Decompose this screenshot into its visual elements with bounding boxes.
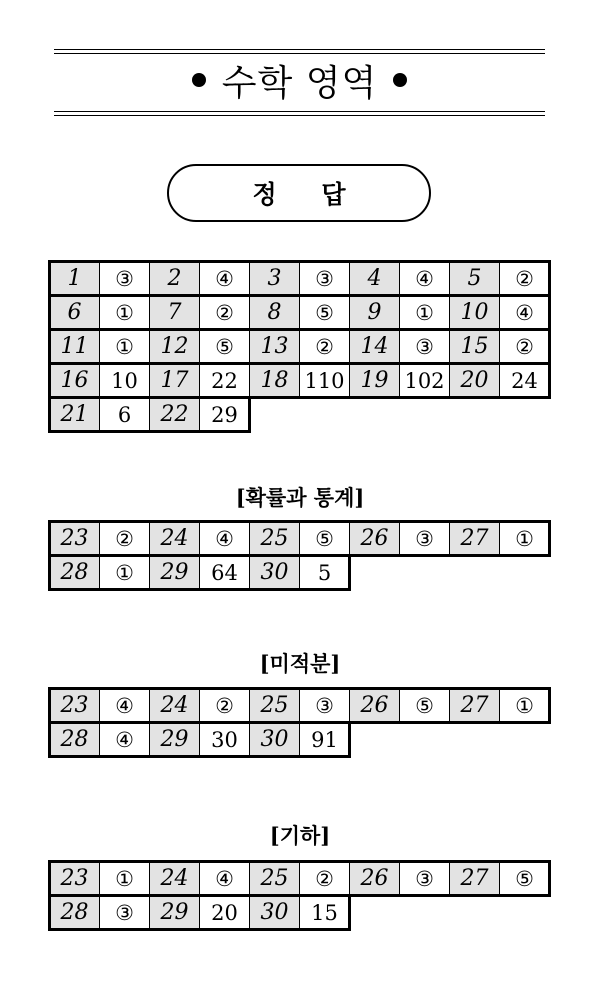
question-number: 23 [49,521,99,555]
answer-row [49,261,549,295]
answer-value: 102 [399,363,449,397]
question-number: 20 [449,363,499,397]
question-number: 28 [49,555,99,589]
answer-value: 64 [199,555,249,589]
answer-value: 110 [299,363,349,397]
question-number: 8 [249,295,299,329]
answer-value: ② [99,521,149,555]
probability-answer-grid [49,521,549,589]
question-number: 27 [449,521,499,555]
answer-value: ⑤ [299,295,349,329]
question-number: 17 [149,363,199,397]
answer-value: ② [499,329,549,363]
question-number: 27 [449,688,499,722]
answer-value: ③ [299,261,349,295]
question-number: 9 [349,295,399,329]
question-number: 5 [449,261,499,295]
answer-value: ④ [199,861,249,895]
answer-value: ① [99,861,149,895]
bottom-rule-inner [54,115,545,116]
common-answer-grid [49,261,549,431]
answer-row [49,555,549,589]
answer-value: 5 [299,555,349,589]
answer-row [49,295,549,329]
bottom-rule [54,111,545,112]
question-number: 26 [349,861,399,895]
answer-row [49,895,549,929]
question-number: 24 [149,688,199,722]
question-number: 29 [149,895,199,929]
question-number: 30 [249,722,299,756]
question-number: 26 [349,521,399,555]
calculus-answer-grid [49,688,549,756]
answer-value: 6 [99,397,149,431]
answer-value: ④ [99,722,149,756]
question-number: 18 [249,363,299,397]
question-number: 15 [449,329,499,363]
question-number: 24 [149,521,199,555]
question-number: 30 [249,555,299,589]
answer-value: ③ [399,521,449,555]
answer-value: 10 [99,363,149,397]
answer-row [49,363,549,397]
answer-row [49,722,549,756]
answer-value: ① [499,521,549,555]
question-number: 25 [249,521,299,555]
answer-value: ⑤ [399,688,449,722]
answer-value: 20 [199,895,249,929]
answer-value: 24 [499,363,549,397]
question-number: 24 [149,861,199,895]
question-number: 22 [149,397,199,431]
section-label-calculus: [미적분] [259,651,341,676]
answer-badge: 정 답 [167,164,431,222]
answer-value: ⑤ [299,521,349,555]
question-number: 16 [49,363,99,397]
answer-value: ② [299,861,349,895]
answer-value: ③ [399,861,449,895]
question-number: 26 [349,688,399,722]
question-number: 30 [249,895,299,929]
answer-row [49,397,549,431]
answer-value: ③ [99,261,149,295]
answer-value: ④ [399,261,449,295]
section-label-geometry: [기하] [269,823,331,848]
answer-value: ③ [299,688,349,722]
answer-value: ② [199,295,249,329]
answer-value: ① [99,329,149,363]
answer-value: 29 [199,397,249,431]
answer-value: 15 [299,895,349,929]
section-label-probability: [확률과 통계] [235,485,365,510]
answer-value: 22 [199,363,249,397]
answer-value: ④ [199,521,249,555]
question-number: 28 [49,895,99,929]
answer-value: ① [399,295,449,329]
question-number: 2 [149,261,199,295]
question-number: 4 [349,261,399,295]
question-number: 29 [149,722,199,756]
bullet-icon [393,73,407,87]
answer-value: 91 [299,722,349,756]
question-number: 21 [49,397,99,431]
top-rule [54,49,545,50]
question-number: 19 [349,363,399,397]
question-number: 23 [49,688,99,722]
question-number: 13 [249,329,299,363]
answer-value: ② [299,329,349,363]
answer-row [49,861,549,895]
question-number: 29 [149,555,199,589]
question-number: 6 [49,295,99,329]
answer-value: ② [199,688,249,722]
question-number: 7 [149,295,199,329]
answer-row [49,521,549,555]
question-number: 11 [49,329,99,363]
question-number: 14 [349,329,399,363]
question-number: 28 [49,722,99,756]
question-number: 25 [249,861,299,895]
title-text: 수학 영역 [221,62,378,104]
answer-value: ④ [199,261,249,295]
page-title [54,52,545,108]
question-number: 12 [149,329,199,363]
question-number: 25 [249,688,299,722]
answer-value: ② [499,261,549,295]
question-number: 23 [49,861,99,895]
answer-row [49,329,549,363]
question-number: 3 [249,261,299,295]
answer-value: ⑤ [199,329,249,363]
answer-value: ④ [99,688,149,722]
answer-value: ③ [99,895,149,929]
question-number: 27 [449,861,499,895]
question-number: 10 [449,295,499,329]
bullet-icon [192,73,206,87]
answer-value: ① [99,295,149,329]
geometry-answer-grid [49,861,549,929]
answer-value: ④ [499,295,549,329]
answer-value: ① [499,688,549,722]
answer-value: 30 [199,722,249,756]
question-number: 1 [49,261,99,295]
answer-value: ⑤ [499,861,549,895]
answer-row [49,688,549,722]
answer-value: ① [99,555,149,589]
answer-value: ③ [399,329,449,363]
